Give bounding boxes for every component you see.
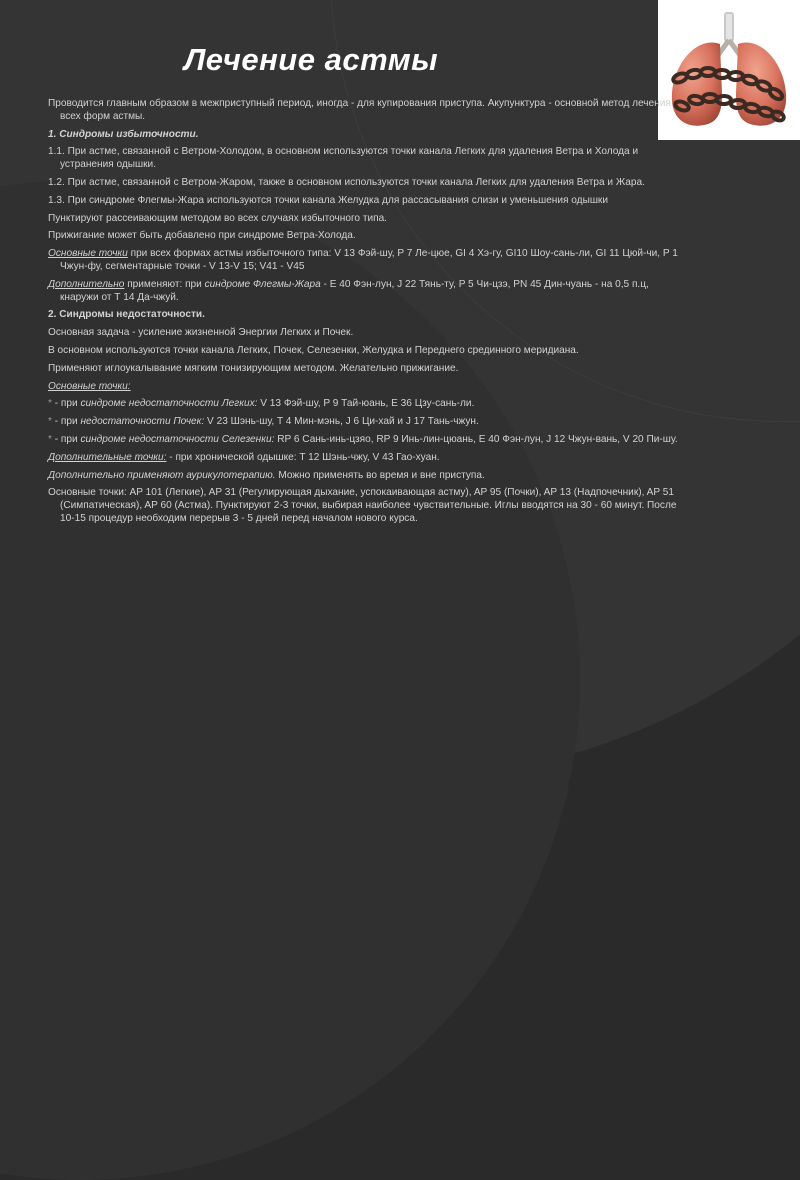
slide-body [48,98,688,531]
bullet-marker: * [48,433,52,445]
bullet-text: RP 6 Сань-инь-цзяо, RP 9 Инь-лин-цюань, E 40 Фэн-лун, J 12 Чжун-вань, V 20 Пи-шу. [274,433,678,445]
auricular-label: Дополнительно применяют аурикулотерапию. [48,469,276,481]
list-item [48,416,688,429]
list-item [48,434,688,447]
slide-title: Лечение астмы [184,42,439,77]
additional-label: Дополнительно [48,278,125,290]
deficiency-main-points-label: Основные точки: [48,380,131,392]
additional-text: - при хронической одышке: T 12 Шэнь-чжу, V 43 Гао-хуан. [166,451,440,463]
bullet-marker: * [48,416,52,428]
bullet-syndrome: недостаточности Почек: [80,416,205,428]
deficiency-paragraph: Применяют иглоукалывание мягким тонизирующим методом. Желательно прижигание. [48,362,459,374]
deficiency-heading: 2. Синдромы недостаточности. [48,309,205,321]
excess-paragraph: 1.2. При астме, связанной с Ветром-Жаром, также в основном используются точки канала Легких для удаления Ветра и Жара. [48,176,645,188]
auricular-text: Можно применять во время и вне приступа. [275,469,485,481]
excess-paragraph: 1.3. При синдроме Флегмы-Жара используются точки канала Желудка для рассасывания слизи и уменьшения одышки [48,194,608,206]
excess-heading: 1. Синдромы избыточности. [48,128,199,140]
intro-paragraph: Проводится главным образом в межприступный период, иногда - для купирования приступа. Акупунктура - основной метод лечения всех форм астмы. [48,98,671,122]
excess-paragraph: Пунктируют рассеивающим методом во всех случаях избыточного типа. [48,212,387,224]
bullet-prefix: - при [51,398,81,410]
excess-additional-points [48,279,688,305]
additional-label: Дополнительные точки: [48,451,167,463]
additional-syndrome: синдроме Флегмы-Жара [204,278,321,290]
main-points-text: при всех формах астмы избыточного типа: V 13 Фэй-шу, P 7 Ле-цюе, GI 4 Хэ-гу, GI10 Шоу-сань-ли, GI 11 Цюй-чи, P 1 Чжун-фу, сегментарные точки - V 13-V 15; V41 - V45 [60,248,678,272]
bullet-prefix: - при [51,416,81,428]
bullet-syndrome: синдроме недостаточности Легких: [80,398,258,410]
auricular-paragraph [48,470,688,483]
bullet-text: V 23 Шэнь-шу, T 4 Мин-мэнь, J 6 Ци-хай и J 17 Тань-чжун. [204,416,479,428]
bullet-text: V 13 Фэй-шу, P 9 Тай-юань, E 36 Цзу-сань-ли. [257,398,475,410]
deficiency-paragraph: Основная задача - усиление жизненной Энергии Легких и Почек. [48,327,354,339]
bullet-syndrome: синдроме недостаточности Селезенки: [80,433,275,445]
list-item [48,398,688,411]
bullet-prefix: - при [51,433,81,445]
bullet-marker: * [48,398,52,410]
excess-main-points [48,248,688,274]
deficiency-paragraph: В основном используются точки канала Легких, Почек, Селезенки, Желудка и Переднего срединного меридиана. [48,344,579,356]
excess-paragraph: Прижигание может быть добавлено при синдроме Ветра-Холода. [48,230,356,242]
main-points-label: Основные точки [48,248,128,260]
excess-paragraph: 1.1. При астме, связанной с Ветром-Холодом, в основном используются точки канала Легких для удаления Ветра и Холода и устранения одышки. [48,146,639,171]
additional-text: - Е 40 Фэн-лун, J 22 Тянь-ту, P 5 Чи-цзэ, PN 45 Дин-чуань - на 0,5 п.ц, кнаружи от Т 14 Да-чжуй. [60,278,649,303]
deficiency-additional-points [48,452,688,465]
additional-mid-text: применяют: при [124,278,205,290]
auricular-points: Основные точки: AP 101 (Легкие), AP 31 (Регулирующая дыхание, успокаивающая астму), AP 95 (Почки), AP 13 (Надпочечник), AP 51 (Симпатическая), AP 60 (Астма). Пунктируют 2-3 точки, выбирая наиболее чувствительные. Иглы вводятся на 30 - 60 минут. После 10-15 процедур необходим перерыв 3 - 5 дней перед началом нового курса. [48,487,677,524]
